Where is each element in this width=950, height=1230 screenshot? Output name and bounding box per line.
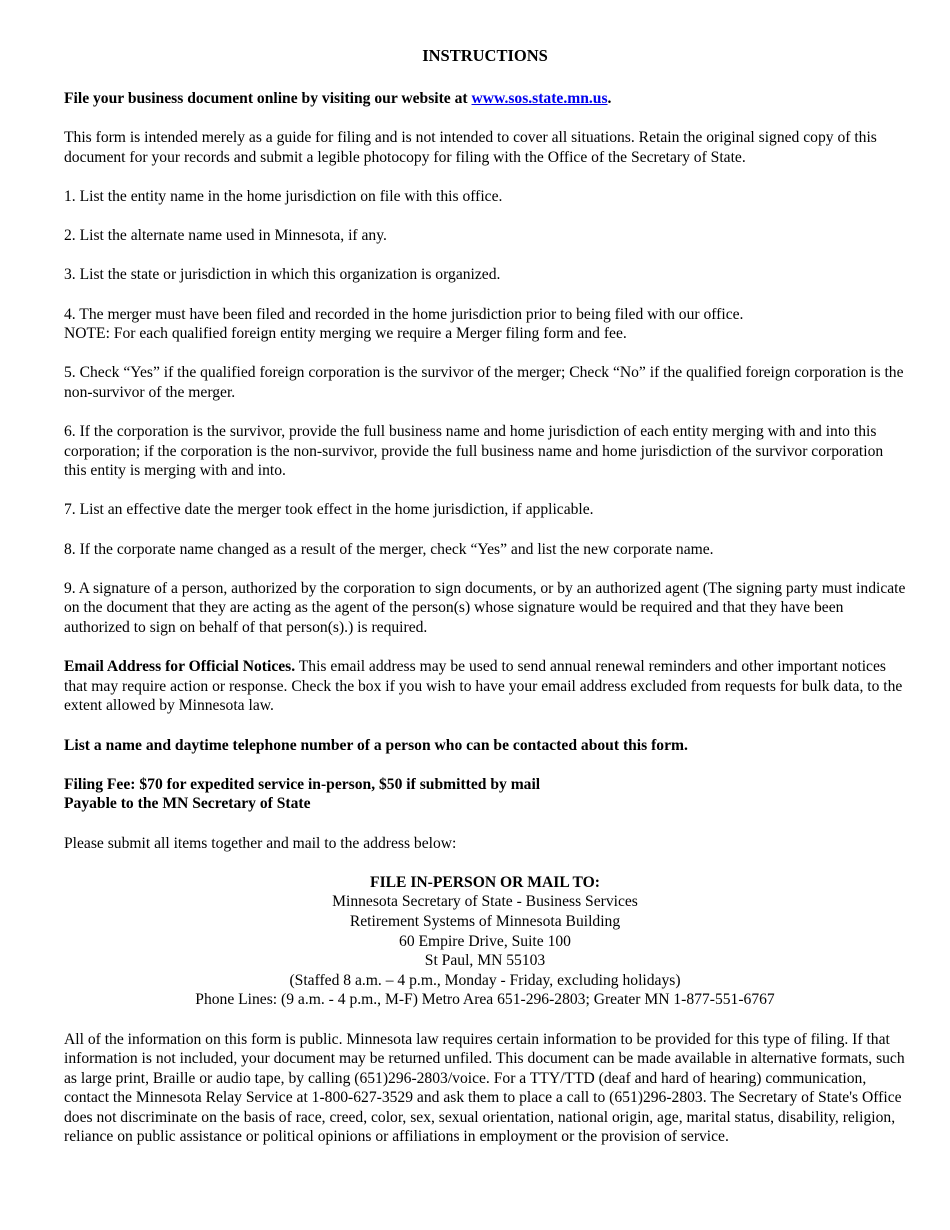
instruction-item-9: 9. A signature of a person, authorized by the corporation to sign documents, or by an authorized agent (The signing party must indicate on the document that they are acting as the agent of the person(s) whose signature would be required and that they have been authorized to sign on behalf of that person(s).) is required.	[64, 579, 906, 637]
mailing-address	[64, 873, 906, 1010]
payable-line: Payable to the MN Secretary of State	[64, 795, 311, 813]
website-link[interactable]: www.sos.state.mn.us	[471, 90, 608, 107]
instruction-item-4-note: NOTE: For each qualified foreign entity merging we require a Merger filing form and fee.	[64, 325, 627, 343]
online-filing-line	[64, 89, 906, 109]
phone-lines: Phone Lines: (9 a.m. - 4 p.m., M-F) Metro Area 651-296-2803; Greater MN 1-877-551-6767	[195, 991, 775, 1009]
instruction-item-1: 1. List the entity name in the home jurisdiction on file with this office.	[64, 187, 503, 205]
address-line-1: Minnesota Secretary of State - Business Services	[332, 893, 638, 911]
page-title: INSTRUCTIONS	[422, 46, 548, 65]
filing-fee-line: Filing Fee: $70 for expedited service in-person, $50 if submitted by mail	[64, 775, 541, 793]
public-information-notice: All of the information on this form is public. Minnesota law requires certain information to be provided for this type of filing. If that information is not included, your document may be returned unfiled. This document can be made available in alternative formats, such as large print, Braille or audio tape, by calling (651)296-2803/voice. For a TTY/TTD (deaf and hard of hearing) communication, contact the Minnesota Relay Service at 1-800-627-3529 and ask them to place a call to (651)296-2803. The Secretary of State's Office does not discriminate on the basis of race, creed, color, sex, sexual orientation, national origin, age, marital status, disability, religion, reliance on public assistance or political opinions or affiliations in employment or the provision of service.	[64, 1030, 905, 1146]
instruction-item-4	[64, 305, 906, 344]
filing-fee	[64, 775, 906, 814]
instruction-item-7: 7. List an effective date the merger took effect in the home jurisdiction, if applicable.	[64, 501, 594, 519]
instruction-item-2: 2. List the alternate name used in Minnesota, if any.	[64, 227, 387, 245]
instruction-item-6: 6. If the corporation is the survivor, provide the full business name and home jurisdiction of each entity merging with and into this corporation; if the corporation is the non-survivor, provide the full business name and home jurisdiction of the survivor corporation this entity is merging with and into.	[64, 423, 884, 480]
email-label: Email Address for Official Notices.	[64, 658, 296, 676]
address-line-3: 60 Empire Drive, Suite 100	[399, 932, 571, 950]
online-filing-prefix: File your business document online by visiting our website at	[64, 90, 472, 107]
submit-instruction: Please submit all items together and mail to the address below:	[64, 834, 457, 852]
online-filing-suffix: .	[607, 90, 612, 107]
instruction-item-4-text: 4. The merger must have been filed and recorded in the home jurisdiction prior to being filed with our office.	[64, 305, 744, 323]
office-hours: (Staffed 8 a.m. – 4 p.m., Monday - Friday, excluding holidays)	[289, 971, 681, 989]
instruction-item-8: 8. If the corporate name changed as a result of the merger, check “Yes” and list the new corporate name.	[64, 540, 714, 558]
intro-paragraph: This form is intended merely as a guide for filing and is not intended to cover all situations. Retain the original signed copy of this document for your records and submit a legible photocopy for filing with the Office of the Secretary of State.	[64, 129, 877, 166]
contact-instruction: List a name and daytime telephone number of a person who can be contacted about this form.	[64, 736, 688, 754]
instruction-item-3: 3. List the state or jurisdiction in which this organization is organized.	[64, 266, 501, 284]
address-line-4: St Paul, MN 55103	[424, 952, 546, 970]
address-heading: FILE IN-PERSON OR MAIL TO:	[370, 873, 600, 891]
address-line-2: Retirement Systems of Minnesota Building	[349, 912, 621, 930]
instruction-item-5: 5. Check “Yes” if the qualified foreign corporation is the survivor of the merger; Check “No” if the qualified foreign corporation is the non-survivor of the merger.	[64, 364, 904, 401]
email-text: This email address may be used to send annual renewal reminders and other important notices that may require action or response. Check the box if you wish to have your email address excluded from requests for bulk data, to the extent allowed by Minnesota law.	[64, 658, 903, 715]
instructions-content	[64, 46, 906, 1167]
email-paragraph	[64, 657, 906, 716]
